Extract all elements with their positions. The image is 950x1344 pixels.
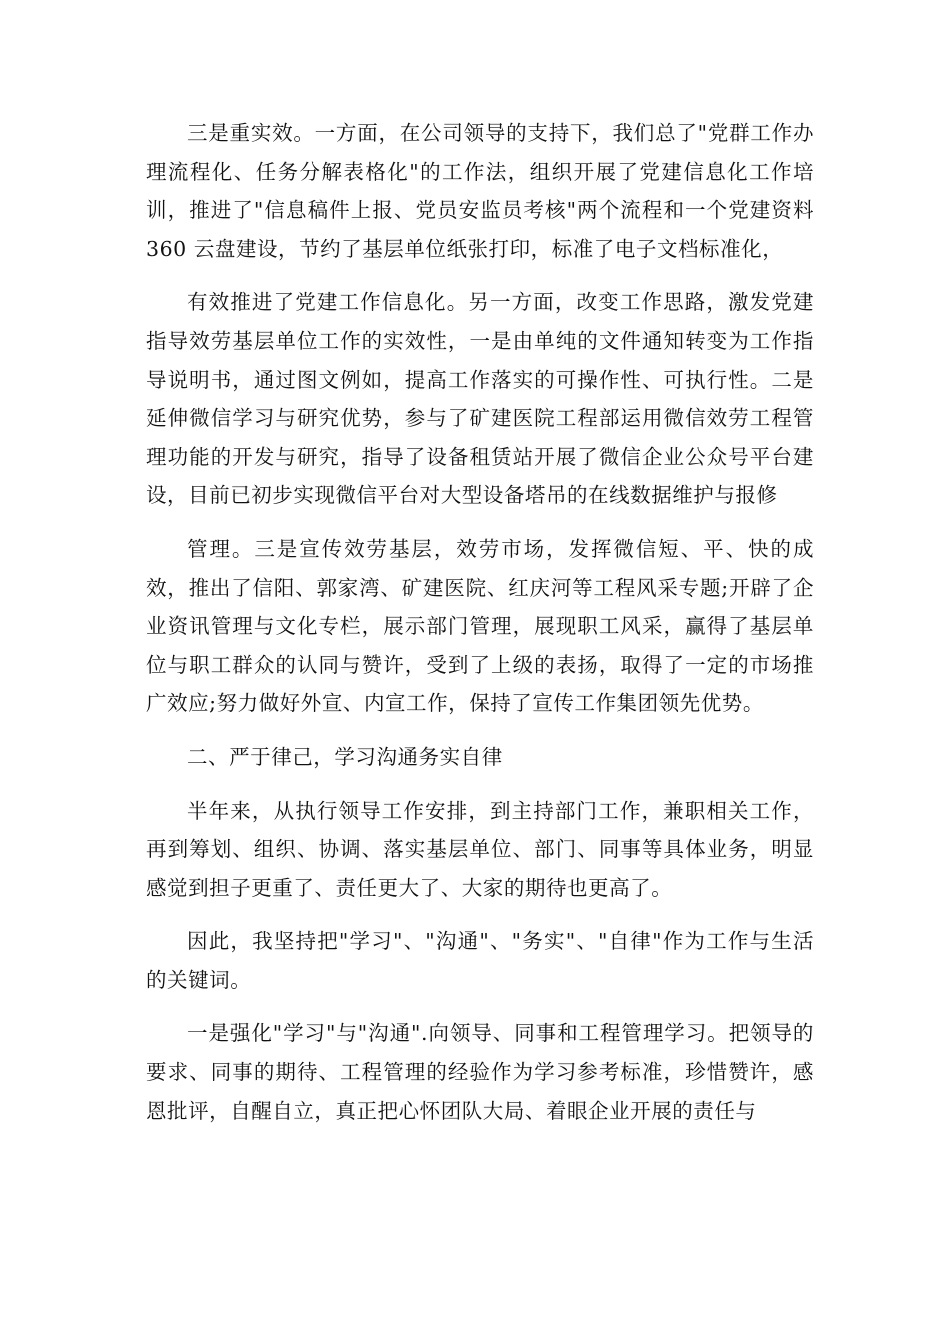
paragraph-informatization: 有效推进了党建工作信息化。另一方面，改变工作思路，激发党建指导效劳基层单位工作的实效性，一是由单纯的文件通知转变为工作指导说明书，通过图文例如，提高工作落实的可操作性、可执行性。二是延伸微信学习与研究优势，参与了矿建医院工程部运用微信效劳工程管理功能的开发与研究，指导了设备租赁站开展了微信企业公众号平台建设，目前已初步实现微信平台对大型设备塔吊的在线数据维护与报修 [146, 290, 814, 508]
paragraph-efficiency: 三是重实效。一方面，在公司领导的支持下，我们总了"党群工作办理流程化、任务分解表格化"的工作法，组织开展了党建信息化工作培训，推进了"信息稿件上报、党员安监员考核"两个流程和一个党建资料 360 云盘建设，节约了基层单位纸张打印，标准了电子文档标准化， [146, 121, 814, 261]
document-body [146, 114, 814, 1145]
section-heading-self-discipline: 二、严于律己，学习沟通务实自律 [187, 744, 503, 769]
paragraph-half-year: 半年来，从执行领导工作安排，到主持部门工作，兼职相关工作，再到筹划、组织、协调、落实基层单位、部门、同事等具体业务，明显感觉到担子更重了、责任更大了、大家的期待也更高了。 [146, 798, 814, 900]
paragraph-keywords: 因此，我坚持把"学习"、"沟通"、"务实"、"自律"作为工作与生活的关键词。 [146, 929, 814, 992]
paragraph-publicity: 管理。三是宣传效劳基层，效劳市场，发挥微信短、平、快的成效，推出了信阳、郭家湾、矿建医院、红庆河等工程风采专题;开辟了企业资讯管理与文化专栏，展示部门管理，展现职工风采，赢得了基层单位与职工群众的认同与赞许，受到了上级的表扬，取得了一定的市场推广效应;努力做好外宣、内宣工作，保持了宣传工作集团领先优势。 [146, 536, 814, 716]
paragraph-learning: 一是强化"学习"与"沟通".向领导、同事和工程管理学习。把领导的要求、同事的期待、工程管理的经验作为学习参考标准，珍惜赞许，感恩批评，自醒自立，真正把心怀团队大局、着眼企业开展的责任与 [146, 1021, 814, 1123]
